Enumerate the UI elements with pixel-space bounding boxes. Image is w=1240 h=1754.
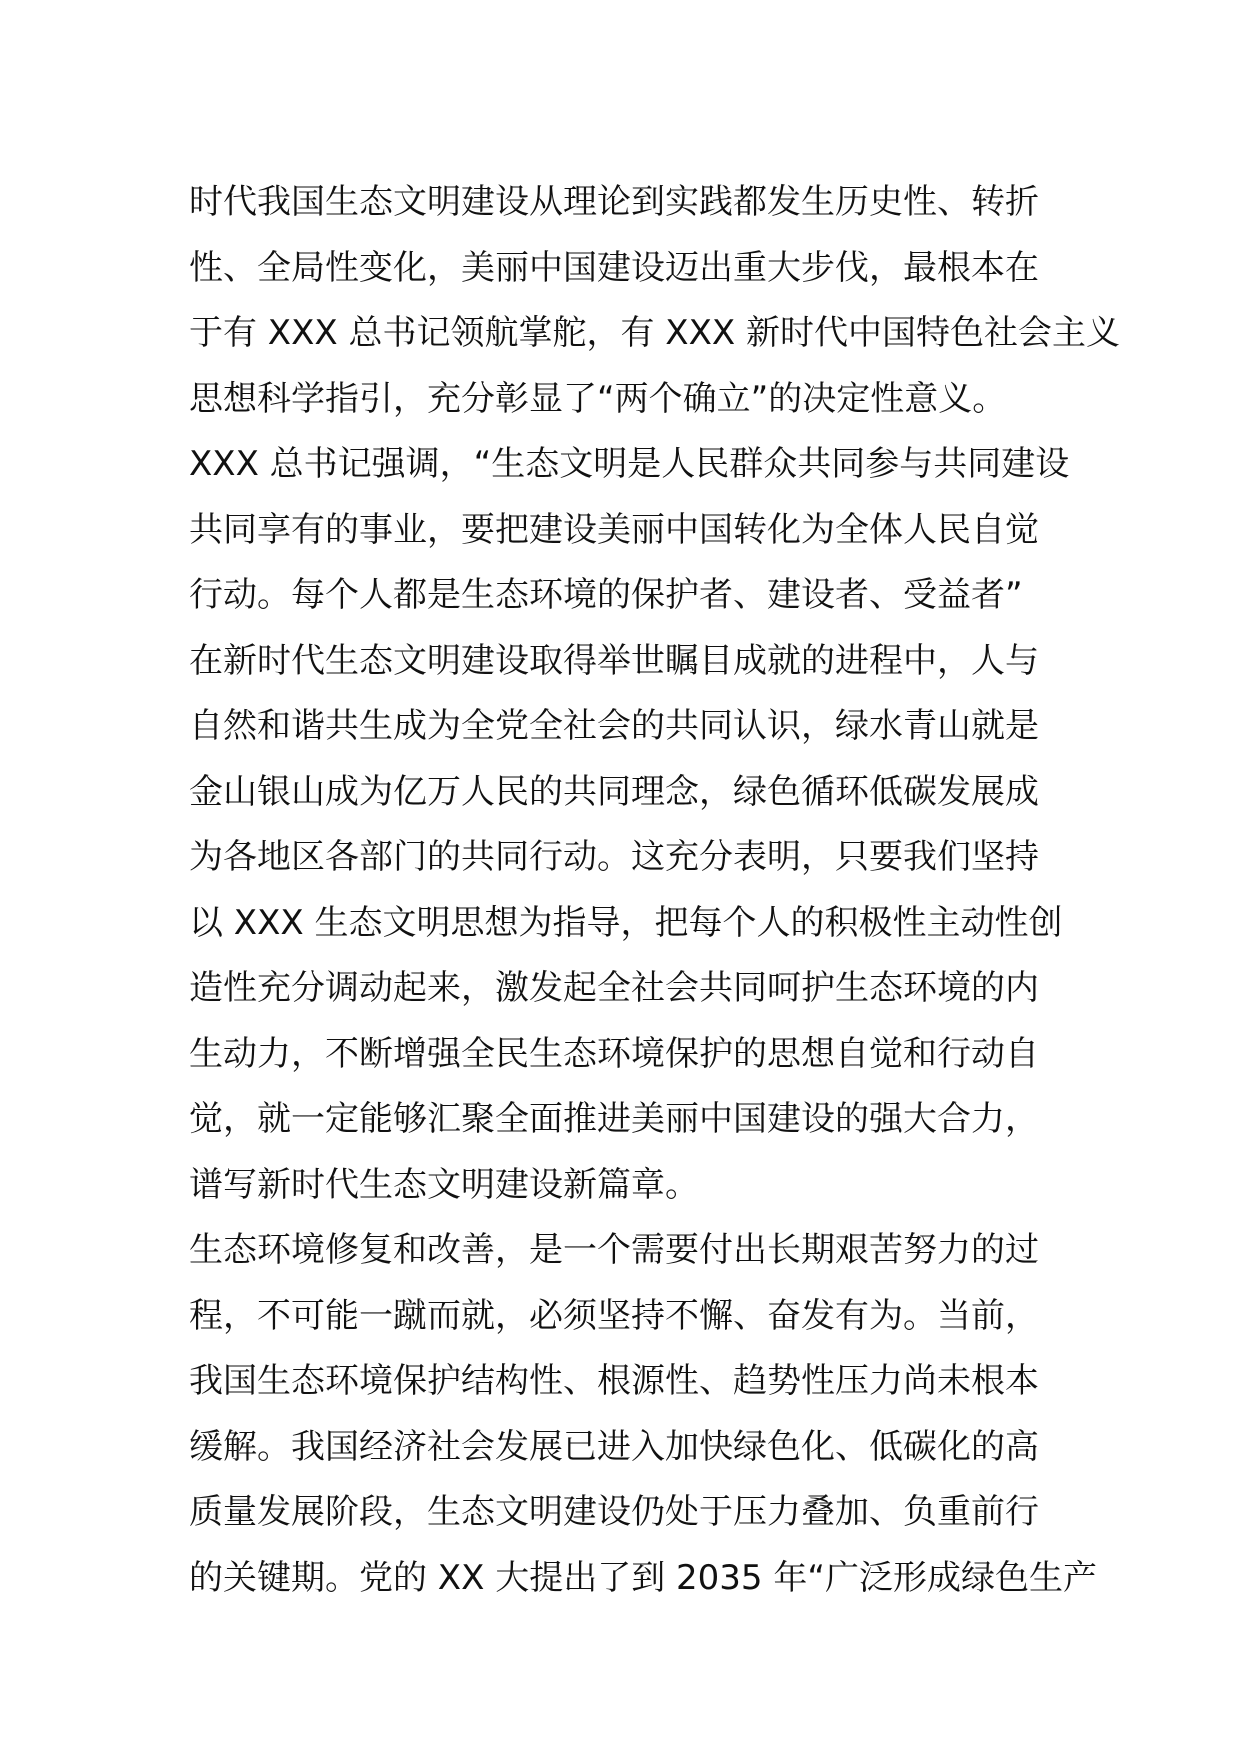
text-line: 性、全局性变化，美丽中国建设迈出重大步伐，最根本在 — [189, 247, 1039, 288]
text-line: 的关键期。党的 XX 大提出了到 2035 年“广泛形成绿色生产 — [189, 1557, 1097, 1598]
text-line: 造性充分调动起来，激发起全社会共同呵护生态环境的内 — [189, 968, 1039, 1008]
text-line: 于有 XXX 总书记领航掌舵，有 XXX 新时代中国特色社会主义 — [189, 313, 1120, 353]
text-line: 以 XXX 生态文明思想为指导，把每个人的积极性主动性创 — [189, 902, 1063, 943]
text-line: 缓解。我国经济社会发展已进入加快绿色化、低碳化的高 — [189, 1426, 1039, 1467]
text-line: XXX 总书记强调，“生态文明是人民群众共同参与共同建设 — [189, 444, 1070, 484]
document-body — [189, 170, 1120, 1611]
text-line: 生态环境修复和改善，是一个需要付出长期艰苦努力的过 — [189, 1230, 1039, 1270]
text-line: 自然和谐共生成为全党全社会的共同认识，绿水青山就是 — [189, 706, 1039, 746]
text-line: 质量发展阶段，生态文明建设仍处于压力叠加、负重前行 — [189, 1492, 1039, 1532]
text-line: 觉，就一定能够汇聚全面推进美丽中国建设的强大合力， — [189, 1099, 1039, 1139]
text-line: 行动。每个人都是生态环境的保护者、建设者、受益者” — [189, 575, 1023, 615]
text-line: 共同享有的事业，要把建设美丽中国转化为全体人民自觉 — [189, 509, 1039, 550]
text-line: 金山银山成为亿万人民的共同理念，绿色循环低碳发展成 — [189, 771, 1039, 812]
text-line: 时代我国生态文明建设从理论到实践都发生历史性、转折 — [189, 182, 1039, 222]
text-line: 生动力，不断增强全民生态环境保护的思想自觉和行动自 — [189, 1033, 1039, 1074]
text-line: 谱写新时代生态文明建设新篇章。 — [189, 1164, 699, 1205]
text-line: 为各地区各部门的共同行动。这充分表明，只要我们坚持 — [189, 837, 1039, 877]
text-line: 思想科学指引，充分彰显了“两个确立”的决定性意义。 — [189, 378, 1007, 419]
text-line: 程，不可能一蹴而就，必须坚持不懈、奋发有为。当前， — [189, 1295, 1039, 1336]
text-line: 我国生态环境保护结构性、根源性、趋势性压力尚未根本 — [189, 1361, 1039, 1401]
text-line: 在新时代生态文明建设取得举世瞩目成就的进程中，人与 — [189, 640, 1039, 681]
